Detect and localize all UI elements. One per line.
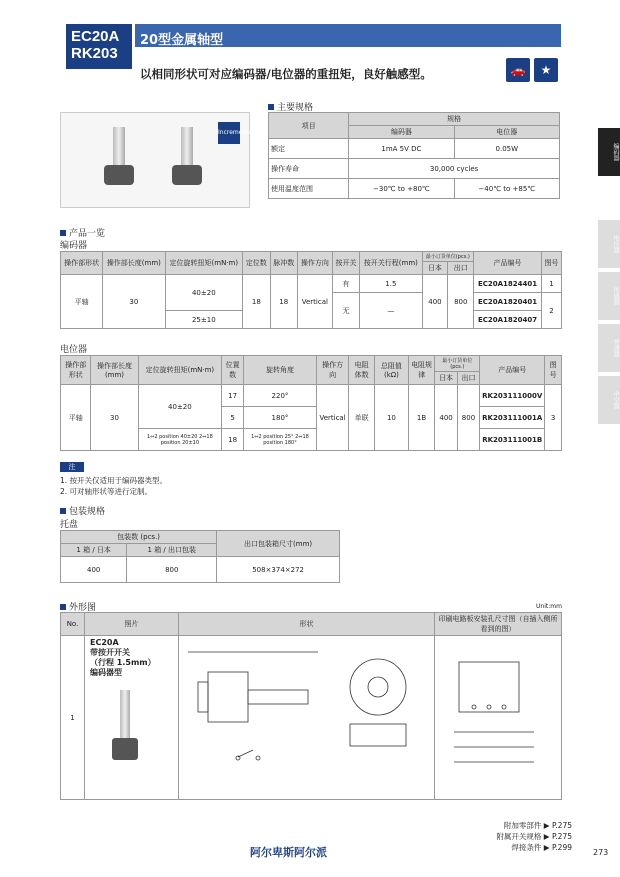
th: 产品编号 xyxy=(480,356,545,385)
spec-pot: 0.05W xyxy=(454,139,559,159)
link-accessories[interactable]: 附加零部件 ▶ P.275 xyxy=(503,821,572,830)
shape-drawing xyxy=(178,632,434,794)
th: 脉冲数 xyxy=(270,252,297,275)
td: 180° xyxy=(244,407,317,429)
td: 18 xyxy=(270,275,297,329)
th: 按开关行程(mm) xyxy=(360,252,422,275)
td: 800 xyxy=(457,385,479,451)
spec-enc: 1mA 5V DC xyxy=(349,139,454,159)
spec-both: 30,000 cycles xyxy=(349,159,560,179)
part-number: EC20A1820401 xyxy=(474,293,542,311)
desc-line: EC20A xyxy=(90,638,119,647)
spec-item: 操作寿命 xyxy=(269,159,349,179)
car-icon: 🚗 xyxy=(506,58,530,82)
note-1: 1. 按开关仅适用于编码器类型。 xyxy=(60,476,168,485)
th: 印刷电路板安装孔尺寸图（自插入侧所看到的图） xyxy=(435,613,562,636)
encoder-table xyxy=(60,251,562,329)
th: 定位数 xyxy=(243,252,270,275)
th: 定位旋转扭矩(mN·m) xyxy=(138,356,222,385)
th: 日本 xyxy=(422,262,448,275)
td: 800 xyxy=(448,275,474,329)
td: 508×374×272 xyxy=(217,557,340,583)
tab-sensor[interactable]: 传感器 xyxy=(598,272,620,320)
link-soldering[interactable]: 焊接条件 ▶ P.299 xyxy=(511,843,572,852)
td: 800 xyxy=(127,557,217,583)
incremental-icon: Incremental xyxy=(218,122,240,144)
product-list-heading: 产品一览 xyxy=(60,226,105,239)
th: 图号 xyxy=(541,252,561,275)
spec-item: 额定 xyxy=(269,139,349,159)
specs-h-spec: 规格 xyxy=(349,113,560,126)
spec-pot: −40℃ to +85℃ xyxy=(454,179,559,199)
part-number: EC20A1820407 xyxy=(474,311,542,329)
td: 平轴 xyxy=(61,385,91,451)
td: 1 xyxy=(541,275,561,293)
th: 操作部形状 xyxy=(61,252,103,275)
tab-hollow[interactable]: 中空器 xyxy=(598,376,620,424)
outline-photo-body xyxy=(112,738,138,760)
specs-h-pot: 电位器 xyxy=(454,126,559,139)
td: 30 xyxy=(91,385,138,451)
th: 旋转角度 xyxy=(244,356,317,385)
tab-general[interactable]: 普通器 xyxy=(598,324,620,372)
packing-table xyxy=(60,530,340,583)
td: 10 xyxy=(375,385,409,451)
body-1 xyxy=(104,165,134,185)
shaft-2 xyxy=(181,127,193,165)
td: 25±10 xyxy=(165,311,243,329)
th: 操作部长度(mm) xyxy=(91,356,138,385)
td: 40±20 xyxy=(138,385,222,429)
th: 产品编号 xyxy=(474,252,542,275)
desc-line: 编码器型 xyxy=(90,668,122,677)
specs-h-enc: 编码器 xyxy=(349,126,454,139)
th: 操作部形状 xyxy=(61,356,91,385)
pcb-drawing xyxy=(434,632,561,794)
spec-enc: −30℃ to +80℃ xyxy=(349,179,454,199)
th: 最小订货单位(pcs.) xyxy=(435,356,480,372)
td: — xyxy=(360,293,422,329)
specs-h-item: 项目 xyxy=(269,113,349,139)
outline-desc xyxy=(90,638,156,678)
page-number: 273 xyxy=(593,848,609,857)
packing-sub: 托盘 xyxy=(60,520,79,530)
td: 3 xyxy=(545,385,562,451)
th: 位置数 xyxy=(222,356,244,385)
note-tag: 注 xyxy=(60,462,84,472)
th: 1 箱 / 日本 xyxy=(61,544,127,557)
th: 包装数 (pcs.) xyxy=(61,531,217,544)
spec-item: 使用温度范围 xyxy=(269,179,349,199)
td: 5 xyxy=(222,407,244,429)
th: 出口 xyxy=(448,262,474,275)
th: 出口包装箱尺寸(mm) xyxy=(217,531,340,557)
td: 18 xyxy=(222,429,244,451)
th: 照片 xyxy=(85,613,179,636)
pot-table xyxy=(60,355,562,451)
td: 无 xyxy=(332,293,359,329)
part-number: RK203111001A xyxy=(480,407,545,429)
th: 图号 xyxy=(545,356,562,385)
model-ec20a: EC20A xyxy=(71,28,120,45)
td: 1 xyxy=(61,636,85,800)
td: 1B xyxy=(408,385,435,451)
th: 出口 xyxy=(457,372,479,385)
td: 220° xyxy=(244,385,317,407)
tab-pot[interactable]: 电位器 xyxy=(598,220,620,268)
td: 400 xyxy=(61,557,127,583)
desc-line: （行程 1.5mm） xyxy=(90,658,156,667)
shaft-1 xyxy=(113,127,125,165)
th: 操作方向 xyxy=(316,356,348,385)
desc-line: 带按开开关 xyxy=(90,648,130,657)
link-switch-spec[interactable]: 附属开关规格 ▶ P.275 xyxy=(496,832,572,841)
td: Vertical xyxy=(297,275,332,329)
th: 日本 xyxy=(435,372,457,385)
model-rk203: RK203 xyxy=(71,45,118,62)
td: 400 xyxy=(422,275,448,329)
specs-table xyxy=(268,112,560,199)
td: 有 xyxy=(332,275,359,293)
th: 操作部长度(mm) xyxy=(103,252,165,275)
th: No. xyxy=(61,613,85,636)
tagline: 以相同形状可对应编码器/电位器的重扭矩，良好触感型。 xyxy=(140,67,432,81)
page-title: 20型金属轴型 xyxy=(140,33,224,48)
th: 最小订货单位(pcs.) xyxy=(422,252,474,262)
outline-heading: 外形图 xyxy=(60,600,96,613)
outline-photo-shaft xyxy=(120,690,130,740)
unit-label: Unit:mm xyxy=(536,603,562,610)
td: 2 xyxy=(541,293,561,329)
encoder-label: 编码器 xyxy=(60,241,88,251)
brand-name: 阿尔卑斯阿尔派 xyxy=(250,846,327,859)
th: 电阻规律 xyxy=(408,356,435,385)
td: 400 xyxy=(435,385,457,451)
td: 30 xyxy=(103,275,165,329)
part-number: EC20A1824401 xyxy=(474,275,542,293)
td: 平轴 xyxy=(61,275,103,329)
note-2: 2. 可对轴形状等进行定制。 xyxy=(60,487,153,496)
td: 40±20 xyxy=(165,275,243,311)
th: 总阻值(kΩ) xyxy=(375,356,409,385)
star-2-icon: ★ xyxy=(534,58,558,82)
th: 按开关 xyxy=(332,252,359,275)
th: 1 箱 / 出口包装 xyxy=(127,544,217,557)
td: 1⇔2 position 25° 2⇔18 position 180° xyxy=(244,429,317,451)
part-number: RK203111001B xyxy=(480,429,545,451)
specs-heading: 主要规格 xyxy=(268,100,313,113)
td: 17 xyxy=(222,385,244,407)
pot-label: 电位器 xyxy=(60,345,88,355)
th: 定位旋转扭矩(mN·m) xyxy=(165,252,243,275)
model-box xyxy=(66,24,132,69)
td: Vertical xyxy=(316,385,348,451)
td: 单联 xyxy=(349,385,375,451)
packing-heading: 包装规格 xyxy=(60,504,105,517)
th: 形状 xyxy=(179,613,435,636)
td: 1⇔2 position 40±20 2⇔18 position 20±10 xyxy=(138,429,222,451)
th: 电阻体数 xyxy=(349,356,375,385)
body-2 xyxy=(172,165,202,185)
td: 1.5 xyxy=(360,275,422,293)
td: 18 xyxy=(243,275,270,329)
part-number: RK203111000V xyxy=(480,385,545,407)
th: 操作方向 xyxy=(297,252,332,275)
tab-encoder[interactable]: 编码器 xyxy=(598,128,620,176)
